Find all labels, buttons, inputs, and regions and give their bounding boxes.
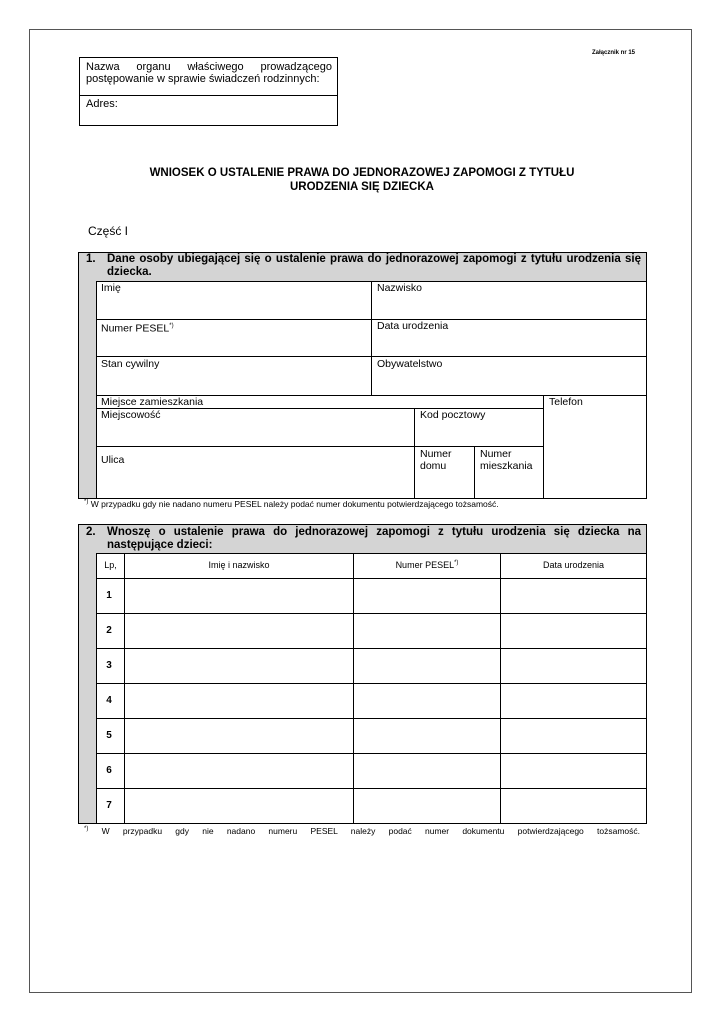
s2-line — [96, 648, 646, 649]
s2-line — [96, 553, 646, 554]
table-row-number: 3 — [106, 660, 112, 671]
birth-date-label: Data urodzenia — [377, 320, 449, 332]
s2-line — [96, 753, 646, 754]
pesel-footnote-mark: *) — [454, 560, 459, 566]
column-header-pesel — [354, 560, 500, 570]
phone-label: Telefon — [549, 396, 583, 408]
footnote-text: W przypadku gdy nie nadano numeru PESEL należy podać numer dokumentu potwierdzającego tożsamość. — [90, 499, 499, 509]
table-row-number: 1 — [106, 590, 112, 601]
s1-line — [474, 446, 475, 498]
s1-line — [96, 446, 543, 447]
s1-line — [371, 281, 372, 395]
footnote-text: W przypadku gdy nie nadano numeru PESEL należy podać numer dokumentu potwierdzającego tożsamość. — [101, 826, 640, 836]
first-name-label: Imię — [101, 282, 121, 294]
s2-line — [78, 524, 647, 525]
annex-label: Załącznik nr 15 — [592, 50, 636, 56]
footnote-mark: *) — [84, 826, 89, 833]
section-1-footnote — [84, 499, 499, 509]
pesel-label-text: Numer PESEL — [101, 322, 170, 335]
s2-line — [78, 524, 79, 824]
section-2-footnote — [84, 826, 640, 836]
s1-line — [96, 281, 97, 498]
postal-code-label: Kod pocztowy — [420, 409, 486, 421]
s2-line — [96, 578, 646, 579]
house-number-label: Numer domu — [420, 448, 452, 472]
s2-line — [500, 553, 501, 823]
column-header-birth-date: Data urodzenia — [542, 560, 605, 570]
footnote-mark: *) — [84, 499, 89, 506]
column-header-name: Imię i nazwisko — [208, 560, 270, 570]
title-line-2: URODZENIA SIĘ DZIECKA — [290, 181, 434, 193]
table-row-number: 7 — [106, 800, 112, 811]
authority-divider — [80, 95, 337, 96]
section-1-number: 1. — [86, 253, 96, 265]
s2-line — [646, 524, 647, 824]
column-header-pesel-text: Numer PESEL — [395, 560, 455, 570]
residence-label: Miejsce zamieszkania — [101, 396, 204, 408]
authority-box — [79, 57, 338, 126]
authority-name-label: Nazwa organu właściwego prowadzącego postępowanie w sprawie świadczeń rodzinnych: — [86, 61, 332, 85]
pesel-label — [101, 320, 174, 335]
s2-line — [353, 553, 354, 823]
title-line-1: WNIOSEK O USTALENIE PRAWA DO JEDNORAZOWEJ ZAPOMOGI Z TYTUŁU — [149, 167, 575, 179]
pesel-footnote-mark: *) — [169, 323, 174, 329]
s2-line — [78, 823, 647, 824]
s1-line — [543, 395, 544, 498]
s1-line — [646, 252, 647, 499]
street-label: Ulica — [101, 454, 125, 466]
section-1-left-margin — [78, 282, 96, 499]
last-name-label: Nazwisko — [377, 282, 422, 294]
s2-line — [96, 788, 646, 789]
flat-number-label: Numer mieszkania — [480, 448, 533, 472]
section-2-heading: Wnoszę o ustalenie prawa do jednorazowej zapomogi z tytułu urodzenia się dziecka na następujące dzieci: — [107, 526, 641, 551]
document-title — [100, 166, 624, 194]
authority-address-label: Adres: — [86, 98, 118, 110]
table-row-number: 4 — [106, 695, 112, 706]
s1-line — [78, 252, 79, 499]
s1-line — [414, 408, 415, 498]
s2-line — [96, 718, 646, 719]
civil-status-label: Stan cywilny — [101, 358, 160, 370]
s2-line — [96, 683, 646, 684]
table-row-number: 2 — [106, 625, 112, 636]
section-2-number: 2. — [86, 526, 96, 538]
citizenship-label: Obywatelstwo — [377, 358, 443, 370]
city-label: Miejscowość — [101, 409, 161, 421]
section-1-heading: Dane osoby ubiegającej się o ustalenie prawa do jednorazowej zapomogi z tytułu urodzenia się dziecka. — [107, 253, 641, 278]
s2-line — [96, 613, 646, 614]
part-label: Część I — [88, 224, 129, 238]
table-row-number: 5 — [106, 730, 112, 741]
column-header-no: Lp, — [104, 560, 117, 570]
table-row-number: 6 — [106, 765, 112, 776]
